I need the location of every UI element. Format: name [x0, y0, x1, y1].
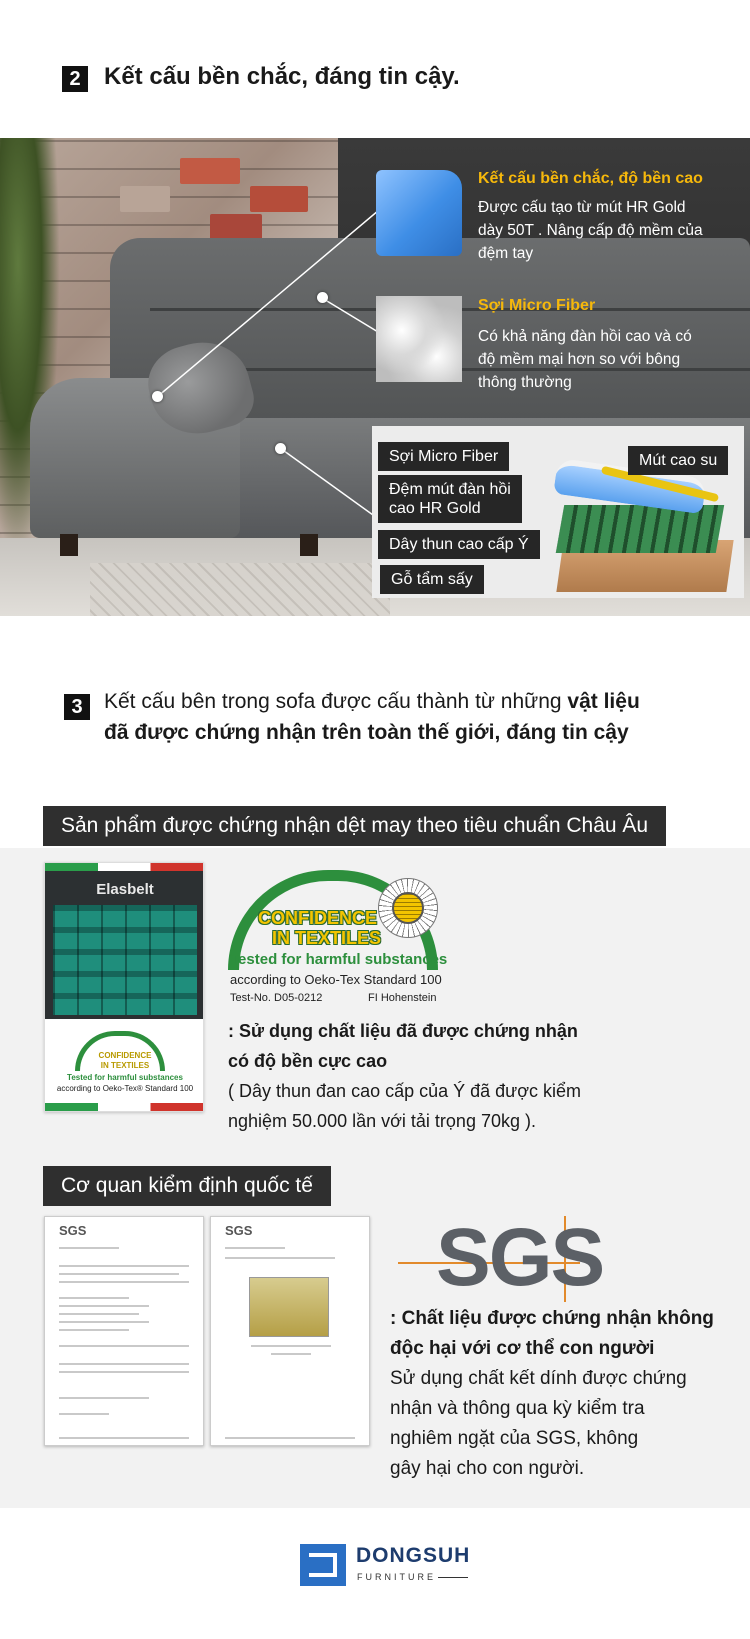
sgs-description: : Chất liệu được chứng nhận không độc hại với cơ thể con người Sử dụng chất kết dính được chứng nhận và thông qua kỳ kiểm tra nghiêm ngặt của SGS, không gây hại cho con người. — [390, 1308, 714, 1479]
elasbelt-brand: Elasbelt — [96, 881, 154, 898]
hotspot-dot — [317, 292, 328, 303]
dongsuh-sub: FURNITURE — [357, 1572, 436, 1582]
oeko-logo-word: IN TEXTILES — [272, 928, 382, 948]
foam-sample-icon — [376, 170, 462, 256]
oeko-logo-word: CONFIDENCE — [258, 908, 378, 928]
elasbelt-logo-text: Tested for harmful substances — [67, 1073, 183, 1082]
cert-description: : Sử dụng chất liệu đã được chứng nhận có độ bền cực cao ( Dây thun đan cao cấp của Ý đã được kiểm nghiệm 50.000 lần với tải trọng 70kg ). — [228, 1021, 582, 1131]
section3-title: Kết cấu bên trong sofa được cấu thành từ những vật liệu đã được chứng nhận trên toàn thế giới, đáng tin cậy — [104, 690, 640, 744]
oeko-institute: FI Hohenstein — [368, 992, 437, 1004]
feature-title: Kết cấu bền chắc, độ bền cao — [478, 170, 703, 187]
label-wood: Gỗ tẩm sấy — [380, 565, 484, 594]
hotspot-dot — [275, 443, 286, 454]
elasbelt-logo-text: IN TEXTILES — [100, 1061, 150, 1070]
section2-title: Kết cấu bền chắc, đáng tin cậy. — [104, 63, 460, 90]
italian-flag-stripe — [45, 1103, 204, 1111]
hotspot-dot — [152, 391, 163, 402]
oeko-test-number: Test-No. D05-0212 — [230, 992, 323, 1004]
dongsuh-logo-icon-inner — [309, 1553, 337, 1577]
section-number-badge: 3 — [64, 694, 90, 720]
dongsuh-sub-line — [438, 1577, 468, 1578]
agency-banner: Cơ quan kiểm định quốc tế — [43, 1166, 331, 1206]
label-hr-foam: Đệm mút đàn hồi cao HR Gold — [378, 475, 522, 523]
elasbelt-logo-text: according to Oeko-Tex® Standard 100 — [56, 1084, 194, 1093]
cert-banner: Sản phẩm được chứng nhận dệt may theo tiêu chuẩn Châu Âu — [43, 806, 666, 846]
feature-title: Sợi Micro Fiber — [478, 297, 596, 314]
oeko-tested-text: Tested for harmful substances — [230, 951, 448, 968]
italian-flag-stripe — [45, 863, 204, 871]
elastic-belt-illustration — [556, 505, 724, 553]
oeko-flower-center — [392, 892, 424, 924]
feature-description: Được cấu tạo từ mút HR Gold dày 50T . Nâng cấp độ mềm của đệm tay — [478, 199, 703, 262]
dongsuh-brand: DONGSUH — [356, 1544, 471, 1567]
sgs-report-page — [44, 1216, 204, 1446]
label-elastic-belt: Dây thun cao cấp Ý — [378, 530, 540, 559]
sgs-logo: SGS — [436, 1212, 604, 1303]
sgs-doc-logo: SGS — [59, 1223, 87, 1238]
sgs-doc-logo: SGS — [225, 1223, 253, 1238]
label-rubber-foam: Mút cao su — [628, 446, 728, 475]
oeko-standard-text: according to Oeko-Tex Standard 100 — [230, 972, 442, 987]
sgs-report-page — [210, 1216, 370, 1446]
sample-photo — [249, 1277, 329, 1337]
fiber-sample-icon — [376, 296, 462, 382]
label-micro-fiber: Sợi Micro Fiber — [378, 442, 509, 471]
feature-description: Có khả năng đàn hồi cao và có độ mềm mại hơn so với bông thông thường — [478, 328, 692, 391]
elasbelt-logo-text: CONFIDENCE — [98, 1051, 152, 1060]
woven-belt-image — [53, 905, 197, 1015]
elasbelt-card — [44, 862, 204, 1112]
section-number-badge: 2 — [62, 66, 88, 92]
